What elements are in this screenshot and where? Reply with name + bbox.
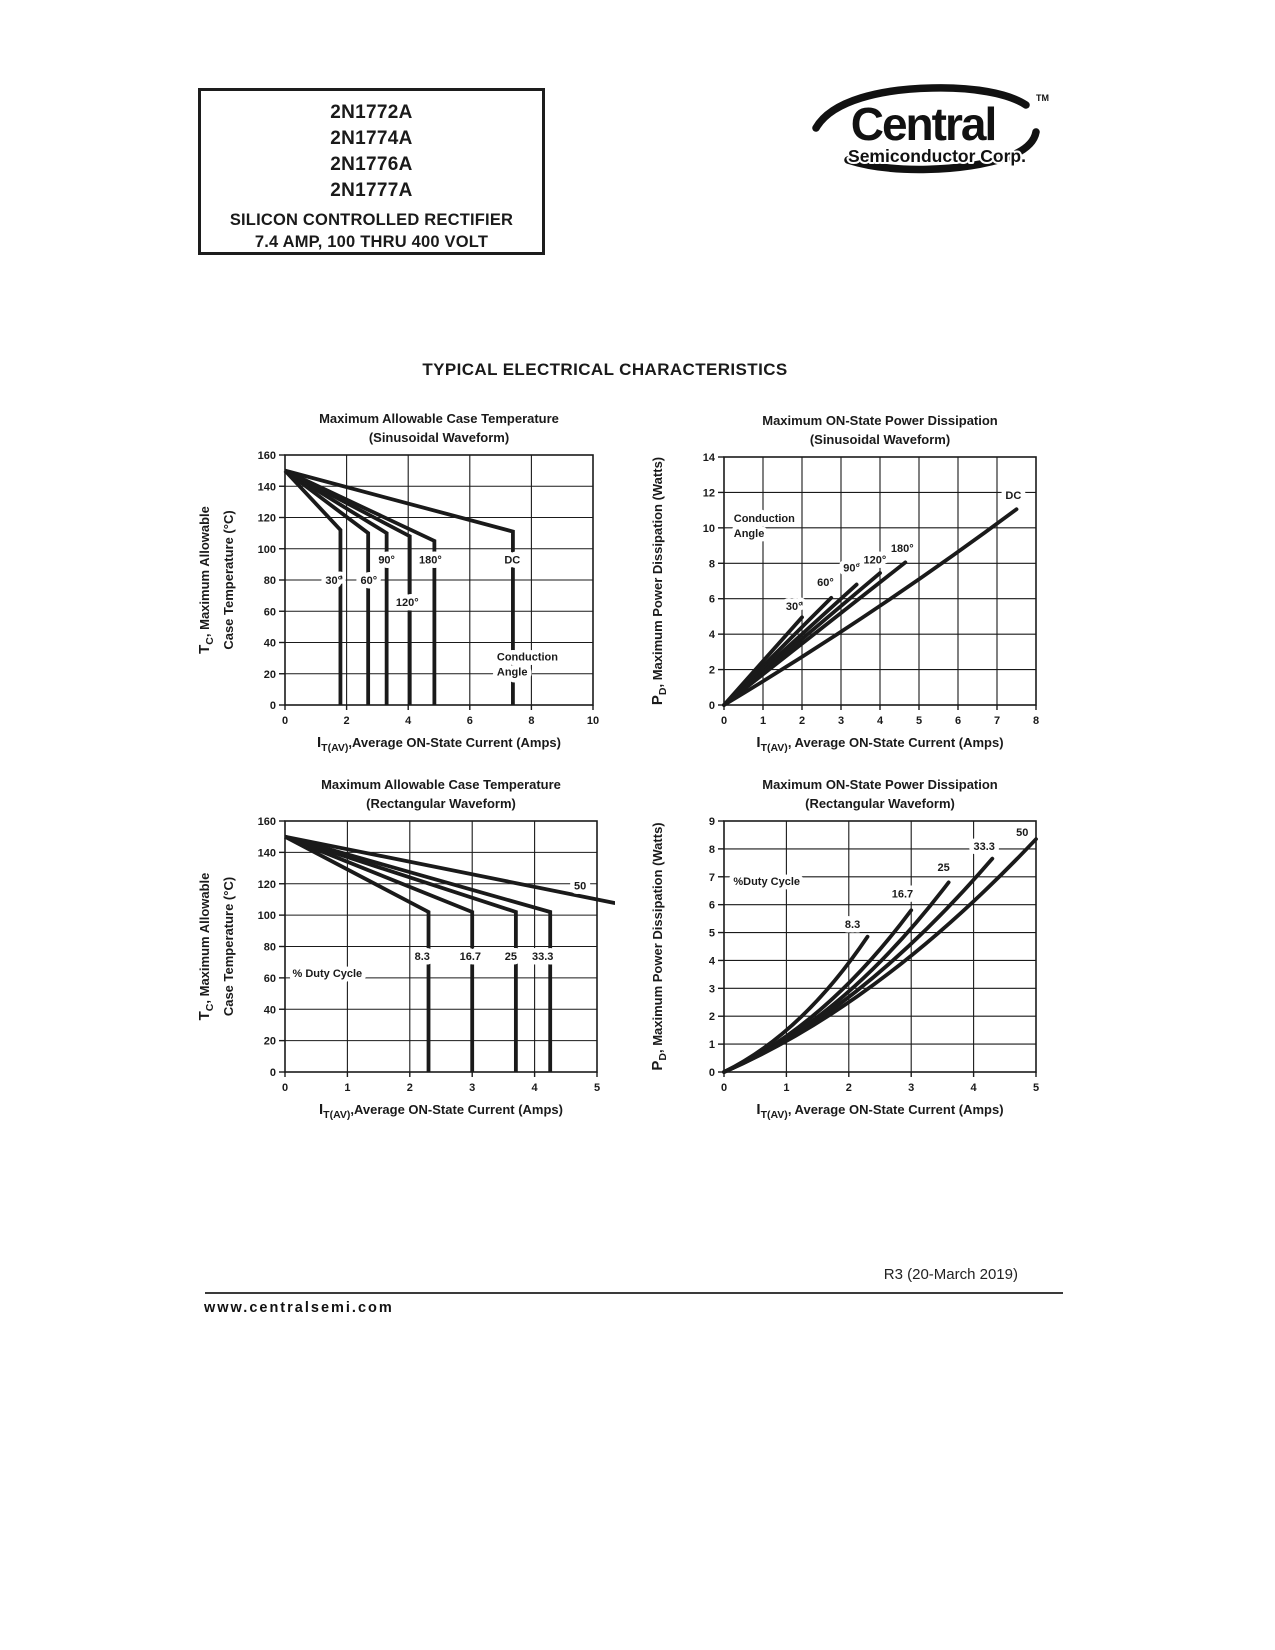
svg-text:0: 0	[281, 715, 289, 727]
svg-text:40: 40	[263, 1004, 276, 1017]
part-number: 2N1774A	[330, 128, 413, 149]
svg-text:80: 80	[263, 941, 276, 954]
svg-text:0: 0	[708, 1067, 715, 1079]
svg-text:5: 5	[708, 927, 715, 940]
logo-graphic	[810, 84, 1050, 184]
svg-text:8: 8	[1032, 715, 1040, 727]
website-link[interactable]: www.centralsemi.com	[204, 1300, 394, 1316]
chart-svg-pd_rect	[610, 758, 1075, 1126]
svg-text:80: 80	[263, 575, 276, 587]
svg-text:%Duty Cycle: %Duty Cycle	[733, 875, 801, 888]
svg-text:3: 3	[837, 715, 845, 727]
svg-text:2: 2	[406, 1082, 413, 1094]
svg-text:2: 2	[343, 715, 350, 727]
svg-text:60: 60	[263, 606, 276, 619]
svg-text:Maximum Allowable Case Tempera: Maximum Allowable Case Temperature	[319, 411, 559, 426]
svg-text:9: 9	[708, 816, 715, 828]
svg-text:4: 4	[531, 1082, 538, 1094]
svg-text:Conduction: Conduction	[733, 513, 795, 526]
part-number-box	[198, 88, 545, 255]
series-16.7	[285, 837, 472, 1072]
svg-text:100: 100	[257, 543, 276, 556]
svg-text:8: 8	[708, 558, 715, 571]
svg-text:7: 7	[708, 871, 715, 884]
chart-max-case-temp-sinusoidal	[170, 393, 615, 761]
svg-text:180°: 180°	[890, 543, 914, 556]
svg-text:160: 160	[257, 450, 276, 462]
svg-text:Case Temperature (°C): Case Temperature (°C)	[221, 510, 236, 650]
svg-text:1: 1	[759, 715, 767, 727]
svg-text:4: 4	[876, 715, 884, 727]
svg-text:8.3: 8.3	[844, 919, 861, 932]
svg-text:12: 12	[702, 487, 715, 500]
svg-text:6: 6	[466, 715, 473, 727]
series-16.7	[724, 910, 911, 1072]
svg-text:IT(AV), Average ON-State Curre: $I_{T(AV)}$, Average ON-State Current (Amps)	[756, 1101, 1004, 1121]
svg-text:% Duty Cycle: % Duty Cycle	[292, 968, 363, 981]
svg-text:2: 2	[708, 1011, 715, 1024]
svg-text:160: 160	[257, 816, 276, 828]
svg-text:90°: 90°	[378, 554, 395, 567]
svg-text:10: 10	[702, 522, 715, 535]
chart-max-case-temp-rectangular	[170, 758, 615, 1126]
svg-text:2: 2	[798, 715, 806, 727]
device-description	[230, 209, 513, 253]
svg-text:25: 25	[504, 950, 518, 963]
svg-text:2: 2	[708, 664, 715, 677]
svg-text:1: 1	[344, 1082, 351, 1094]
device-description-line1: SILICON CONTROLLED RECTIFIER	[229, 211, 514, 229]
svg-text:14: 14	[702, 452, 715, 464]
svg-text:0: 0	[269, 700, 276, 712]
svg-text:20: 20	[263, 668, 276, 681]
svg-text:(Sinusoidal Waveform): (Sinusoidal Waveform)	[809, 432, 951, 447]
central-semiconductor-logo	[810, 84, 1050, 184]
svg-text:10: 10	[586, 715, 600, 727]
svg-text:16.7: 16.7	[459, 950, 482, 963]
series-33.3	[724, 859, 992, 1072]
svg-text:60: 60	[263, 972, 276, 985]
svg-text:33.3: 33.3	[532, 950, 554, 963]
svg-text:4: 4	[708, 955, 715, 968]
svg-text:8: 8	[528, 715, 535, 727]
svg-text:33.3: 33.3	[973, 841, 995, 854]
svg-text:0: 0	[281, 1082, 289, 1094]
svg-text:3: 3	[469, 1082, 476, 1094]
part-number: 2N1776A	[330, 154, 413, 175]
svg-text:PD, Maximum Power Dissipation: $P_D$, Maximum Power Dissipation (Watts)	[649, 456, 669, 706]
svg-text:8.3: 8.3	[414, 950, 430, 963]
device-description-line2: 7.4 AMP, 100 THRU 400 VOLT	[254, 233, 489, 251]
svg-text:Maximum ON-State Power Dissipa: Maximum ON-State Power Dissipation	[762, 777, 998, 792]
svg-text:Angle: Angle	[733, 528, 765, 541]
svg-text:25: 25	[937, 862, 950, 875]
svg-text:(Rectangular Waveform): (Rectangular Waveform)	[805, 796, 955, 811]
svg-text:TC, Maximum Allowable: $T_C$, Maximum Allowable	[196, 506, 216, 654]
svg-text:2: 2	[845, 1082, 852, 1094]
svg-text:6: 6	[708, 899, 715, 912]
footer-divider	[205, 1292, 1063, 1294]
svg-text:DC: DC	[1005, 490, 1022, 503]
chart-svg-tc_sine	[170, 393, 615, 761]
revision-date: R3 (20-March 2019)	[883, 1266, 1018, 1283]
svg-text:30°: 30°	[785, 600, 803, 613]
svg-text:7: 7	[993, 715, 1001, 727]
svg-text:90°: 90°	[843, 562, 860, 575]
series-120°	[285, 471, 410, 705]
svg-text:5: 5	[1032, 1082, 1040, 1094]
svg-text:6: 6	[708, 593, 715, 606]
logo-subtext: Semiconductor Corp.	[848, 146, 1026, 166]
svg-text:180°: 180°	[418, 554, 442, 567]
svg-text:60°: 60°	[360, 575, 378, 587]
svg-text:6: 6	[954, 715, 962, 727]
svg-text:60°: 60°	[817, 576, 834, 589]
svg-text:PD, Maximum Power Dissipation: $P_D$, Maximum Power Dissipation (Watts)	[649, 822, 669, 1071]
series-90°	[285, 471, 387, 705]
svg-text:1: 1	[708, 1039, 715, 1052]
svg-text:50: 50	[574, 880, 587, 893]
svg-text:140: 140	[257, 847, 276, 860]
svg-text:Conduction: Conduction	[496, 651, 559, 664]
svg-text:DC: DC	[504, 554, 521, 567]
part-number: 2N1777A	[330, 180, 413, 201]
svg-text:TC, Maximum Allowable: $T_C$, Maximum Allowable	[196, 872, 216, 1021]
svg-text:8: 8	[708, 843, 715, 856]
svg-text:5: 5	[915, 715, 923, 727]
svg-text:IT(AV),Average ON-State Curren: $I_{T(AV)},Average$ ON-State Current (Amps)	[318, 1101, 564, 1121]
svg-text:120: 120	[257, 512, 276, 525]
chart-svg-pd_sine	[610, 393, 1075, 761]
svg-text:(Rectangular Waveform): (Rectangular Waveform)	[366, 796, 516, 811]
svg-text:16.7: 16.7	[891, 888, 914, 901]
svg-text:0: 0	[720, 1082, 728, 1094]
series-DC	[724, 509, 1017, 705]
svg-text:120°: 120°	[395, 596, 419, 609]
svg-text:4: 4	[405, 715, 412, 727]
svg-text:Maximum ON-State Power Dissipa: Maximum ON-State Power Dissipation	[762, 413, 998, 428]
svg-text:0: 0	[720, 715, 728, 727]
svg-text:40: 40	[263, 637, 276, 650]
trademark-symbol: TM	[1036, 93, 1049, 103]
chart-max-power-dissipation-sinusoidal	[610, 393, 1075, 761]
page-title: TYPICAL ELECTRICAL CHARACTERISTICS	[422, 360, 788, 379]
svg-text:Case Temperature (°C): Case Temperature (°C)	[221, 876, 236, 1017]
chart-svg-tc_rect	[170, 758, 615, 1126]
svg-text:120: 120	[257, 878, 276, 891]
svg-text:5: 5	[593, 1082, 601, 1094]
svg-text:0: 0	[708, 700, 715, 712]
part-number: 2N1772A	[330, 102, 413, 123]
svg-text:120°: 120°	[863, 554, 887, 567]
svg-text:30°: 30°	[325, 575, 342, 587]
svg-text:IT(AV), Average ON-State Curre: $I_{T(AV)}$, Average ON-State Current (Amps)	[756, 734, 1004, 754]
svg-text:IT(AV),Average ON-State Curren: $I_{T(AV)},Average$ ON-State Current (Amps)	[316, 734, 562, 754]
svg-text:4: 4	[970, 1082, 977, 1094]
svg-text:140: 140	[257, 481, 276, 494]
svg-text:0: 0	[269, 1067, 276, 1079]
svg-text:Maximum Allowable Case Tempera: Maximum Allowable Case Temperature	[321, 777, 561, 792]
svg-text:3: 3	[908, 1082, 915, 1094]
svg-text:Angle: Angle	[496, 666, 528, 679]
chart-max-power-dissipation-rectangular	[610, 758, 1075, 1126]
svg-text:4: 4	[708, 629, 715, 642]
svg-text:100: 100	[257, 910, 276, 923]
svg-text:50: 50	[1016, 827, 1029, 840]
series-50	[724, 839, 1036, 1072]
svg-text:20: 20	[263, 1035, 276, 1048]
logo-brand-text: Central	[850, 98, 996, 150]
svg-text:(Sinusoidal Waveform): (Sinusoidal Waveform)	[368, 430, 510, 445]
svg-text:1: 1	[783, 1082, 790, 1094]
series-25	[285, 837, 516, 1072]
svg-text:3: 3	[708, 983, 715, 996]
series-50	[285, 837, 615, 903]
